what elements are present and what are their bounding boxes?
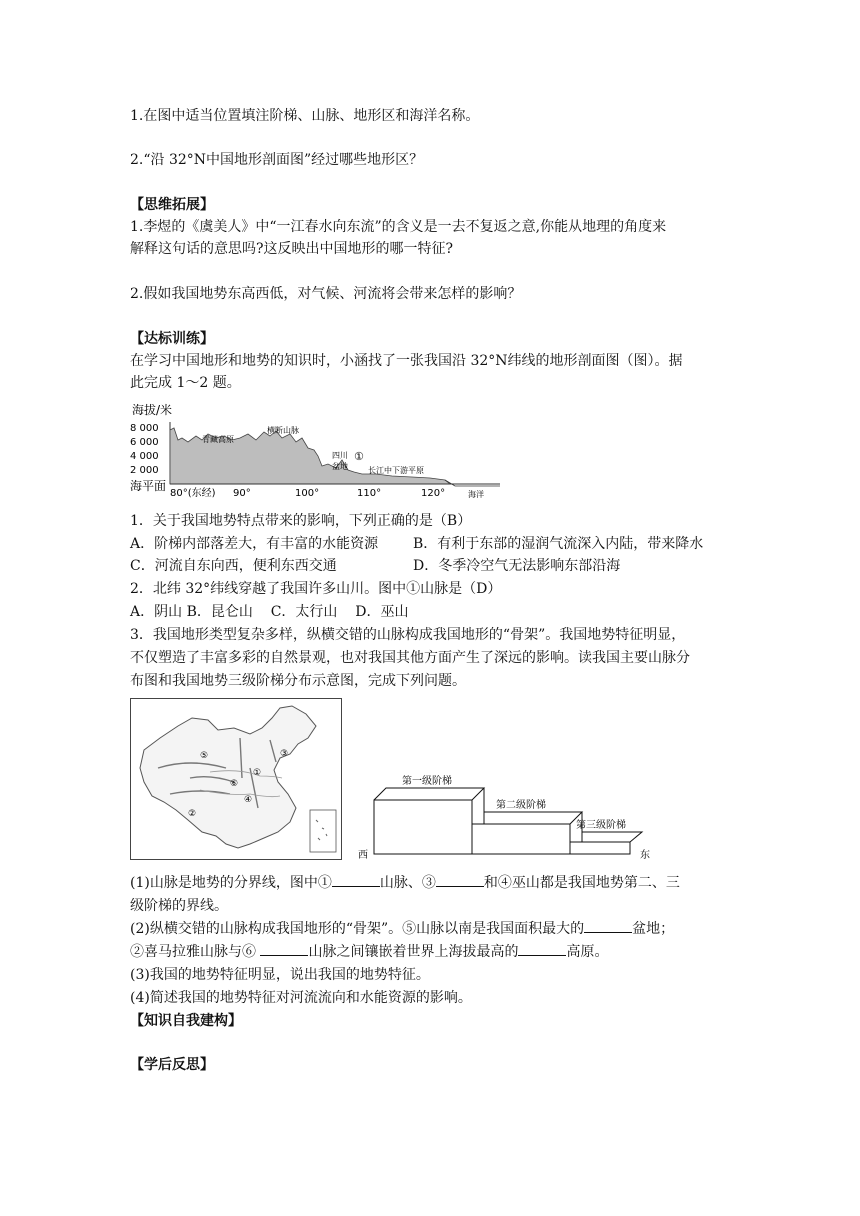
profile-ytick-6000: 6 000 [130,437,159,448]
reflect-heading: 【学后反思】 [130,1057,214,1073]
q3-line1: 3．我国地形类型复杂多样，纵横交错的山脉构成我国地形的“骨架”。我国地势特征明显， [130,627,686,643]
intro-q2: 2.“沿 32°N中国地形剖面图”经过哪些地形区？ [130,152,424,168]
q1-options-row2 [130,555,730,577]
profile-label-qinghai-tibet: 青藏高原 [202,435,234,444]
thinking-q2: 2.假如我国地势东高西低，对气候、河流将会带来怎样的影响？ [130,286,522,302]
intro-q1: 1.在图中适当位置填注阶梯、山脉、地形区和海洋名称。 [130,108,480,124]
s4: (4)简述我国的地势特征对河流流向和水能资源的影响。 [130,990,472,1006]
q3-line2: 不仅塑造了丰富多彩的自然景观，也对我国其他方面产生了深远的影响。读我国主要山脉分 [130,650,690,666]
profile-xtick-80: 80°(东经) [170,488,216,499]
step-2-block [472,812,582,854]
profile-ytick-2000: 2 000 [130,465,159,476]
map-marker-2: ② [188,809,197,819]
profile-label-yangtze: 长江中下游平原 [368,466,424,475]
s3: (3)我国的地势特征明显，说出我国的地势特征。 [130,967,430,983]
profile-ocean-shelf [445,480,500,486]
practice-heading: 【达标训练】 [130,331,214,347]
construct-heading: 【知识自我建构】 [130,1013,242,1029]
s2-line1: (2)纵横交错的山脉构成我国地形的“骨架”。⑤山脉以南是我国面积最大的 盆地； [130,918,730,940]
profile-ytick-4000: 4 000 [130,451,159,462]
practice-intro-line2: 此完成 1～2 题。 [130,375,241,391]
q1-stem: 1．关于我国地势特点带来的影响，下列正确的是（B） [130,513,472,529]
q2-options [130,601,730,623]
map-marker-4: ④ [244,795,253,805]
profile-ylabel: 海拔/米 [132,403,173,417]
step-1-label: 第一级阶梯 [402,776,452,787]
profile-label-mountain-1: ① [354,450,364,463]
q2-option-c: C．太行山 [270,604,338,620]
step-3-block [570,832,642,854]
profile-sea-level-label: 海平面 [130,479,167,493]
east-label: 东 [640,850,650,861]
step-2-label: 第二级阶梯 [496,800,546,811]
thinking-heading: 【思维拓展】 [130,197,214,213]
profile-xtick-110: 110° [357,488,382,499]
q1-option-a: A．阶梯内部落差大，有丰富的水能资源 [130,536,379,552]
q3-line3: 布图和我国地势三级阶梯分布示意图，完成下列问题。 [130,673,466,689]
three-steps-diagram [350,768,680,864]
china-mountains-map [130,698,342,860]
step-1-block [374,788,484,854]
blank-4[interactable] [260,941,308,956]
s1-line1: (1)山脉是地势的分界线，图中① 山脉、③ 和④巫山都是我国地势第二、三 [130,872,730,894]
blank-2[interactable] [436,872,484,887]
s1-line2: 级阶梯的界线。 [130,898,228,914]
west-label: 西 [358,850,368,861]
profile-label-sichuan: 四川 [332,451,348,460]
q1-option-d: D．冬季冷空气无法影响东部沿海 [413,558,621,574]
q2-option-b: B．昆仑山 [186,604,253,620]
profile-xtick-100: 100° [295,488,320,499]
south-china-sea-inset [310,810,336,852]
map-marker-5: ⑤ [200,751,209,761]
terrain-profile-figure [130,398,510,504]
blank-3[interactable] [584,918,632,933]
profile-label-ocean: 海洋 [468,490,484,499]
profile-label-basin: 盆地 [332,462,348,471]
map-marker-6: ⑥ [230,779,239,789]
profile-xtick-90: 90° [233,488,251,499]
q2-stem: 2．北纬 32°纬线穿越了我国许多山川。图中①山脉是（D） [130,581,502,597]
profile-ytick-8000: 8 000 [130,423,159,434]
q2-option-a: A．阴山 [130,604,183,620]
step-3-label: 第三级阶梯 [576,820,626,831]
q1-option-c: C．河流自东向西，便利东西交通 [130,558,337,574]
profile-label-hengduan: 横断山脉 [267,426,299,435]
practice-intro-line1: 在学习中国地形和地势的知识时，小涵找了一张我国沿 32°N纬线的地形剖面图（图）。据 [130,353,683,369]
q1-option-b: B．有利于东部的湿润气流深入内陆，带来降水 [413,536,704,552]
map-marker-1: ① [253,768,262,778]
q2-option-d: D．巫山 [355,604,409,620]
profile-xtick-120: 120° [421,488,446,499]
thinking-q1-line2: 解释这句话的意思吗?这反映出中国地形的哪一特征? [130,241,454,257]
blank-1[interactable] [332,872,380,887]
q1-options-row1 [130,533,730,555]
thinking-q1-line1: 1.李煜的《虞美人》中“一江春水向东流”的含义是一去不复返之意,你能从地理的角度来 [130,219,667,235]
s2-line2: ②喜马拉雅山脉与⑥ 山脉之间镶嵌着世界上海拔最高的 高原。 [130,941,730,963]
blank-5[interactable] [518,941,566,956]
map-marker-3: ③ [280,749,289,759]
